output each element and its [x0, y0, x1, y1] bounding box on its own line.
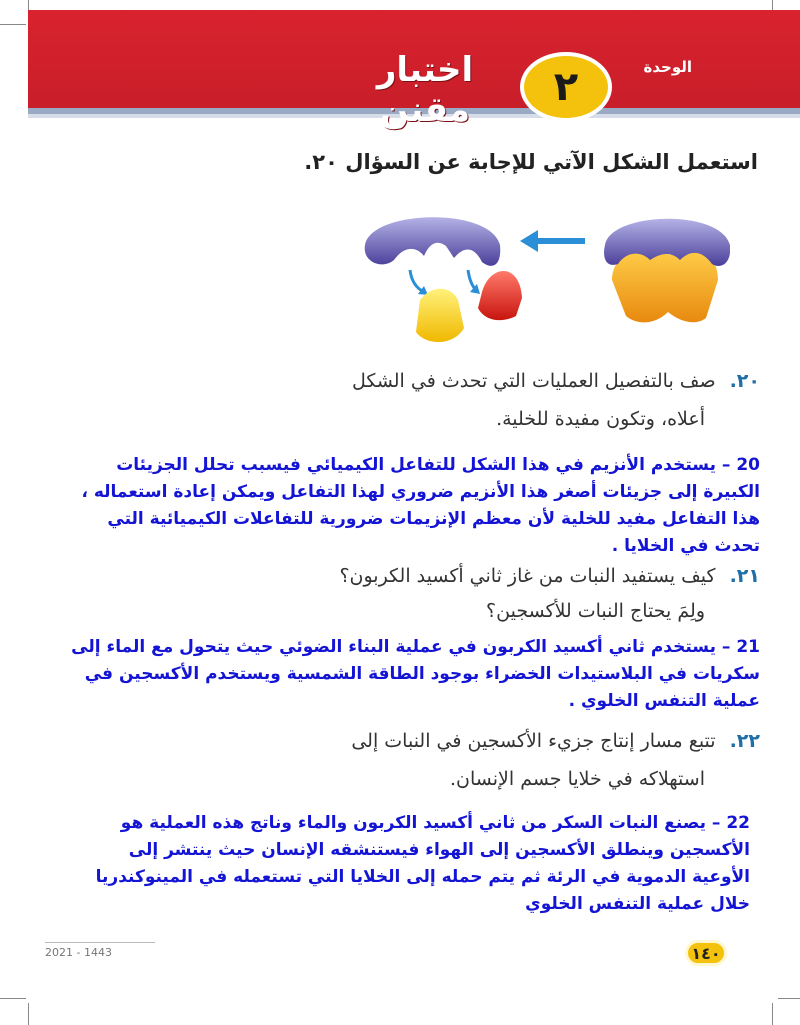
- question-text: تتبع مسار إنتاج جزيء الأكسجين في النبات إلى: [351, 730, 716, 752]
- answer-20: 20 – يستخدم الأنزيم في هذا الشكل للتفاعل الكيميائي فيسبب تحلل الجزيئات الكبيرة إلى جزيئات أصغر هذا الأنزيم ضروري لهذا التفاعل ويمكن إعادة استعماله ، هذا التفاعل مفيد للخلية لأن معظم الإنزيمات ضرورية للتفاعلات الكيميائية التي تحدث في الخلايا .: [81, 455, 760, 556]
- arrow-down-icon: [410, 270, 424, 292]
- product-red: [478, 271, 522, 320]
- enzyme-substrate-complex: [604, 219, 730, 323]
- crop-mark: [772, 1003, 773, 1025]
- question-22: [351, 730, 760, 752]
- figure-prompt: استعمل الشكل الآتي للإجابة عن السؤال ٢٠.: [304, 150, 758, 174]
- question-21: [339, 565, 760, 587]
- question-20: [352, 370, 760, 392]
- page-number-badge: ١٤٠: [685, 940, 727, 966]
- answer-22: 22 – يصنع النبات السكر من ثاني أكسيد الكربون والماء وناتج هذه العملية هو الأكسجين وينطلق الأكسجين إلى الهواء فيستنشقه الإنسان حيث ينتشر إلى الأوعية الدموية في الرئة ثم يتم حمله إلى الخلايا التي تستعمله في المينوكندريا خلال عملية التنفس الخلوي: [95, 813, 750, 914]
- question-text-line2: ولِمَ يحتاج النبات للأكسجين؟: [486, 600, 705, 622]
- enzyme-free: [365, 217, 501, 266]
- question-text-line2: أعلاه، وتكون مفيدة للخلية.: [496, 408, 705, 430]
- question-number: ٢٢.: [729, 730, 760, 752]
- crop-mark: [778, 998, 800, 999]
- enzyme-diagram-icon: [350, 200, 730, 350]
- question-text: صف بالتفصيل العمليات التي تحدث في الشكل: [351, 370, 716, 392]
- question-text-line2: استهلاكه في خلايا جسم الإنسان.: [450, 768, 705, 790]
- crop-mark: [0, 998, 26, 999]
- unit-label: الوحدة: [643, 58, 692, 76]
- arrow-left-icon: [520, 230, 585, 252]
- footer-rule: [45, 942, 155, 943]
- answer-21: 21 – يستخدم ثاني أكسيد الكربون في عملية البناء الضوئي حيث يتحول مع الماء إلى سكريات في البلاستيدات الخضراء بوجود الطاقة الشمسية ويستخدم الأكسجين في عملية التنفس الخلوي .: [71, 637, 760, 711]
- product-yellow: [416, 289, 464, 342]
- question-number: ٢١.: [729, 565, 760, 587]
- unit-number-badge: ٢: [520, 52, 612, 122]
- question-number: ٢٠.: [729, 370, 760, 392]
- page-title: اختبار مقنن: [376, 50, 474, 130]
- crop-mark: [0, 24, 26, 25]
- footer-year: 2021 - 1443: [45, 946, 112, 959]
- question-text: كيف يستفيد النبات من غاز ثاني أكسيد الكربون؟: [339, 565, 716, 587]
- crop-mark: [28, 1003, 29, 1025]
